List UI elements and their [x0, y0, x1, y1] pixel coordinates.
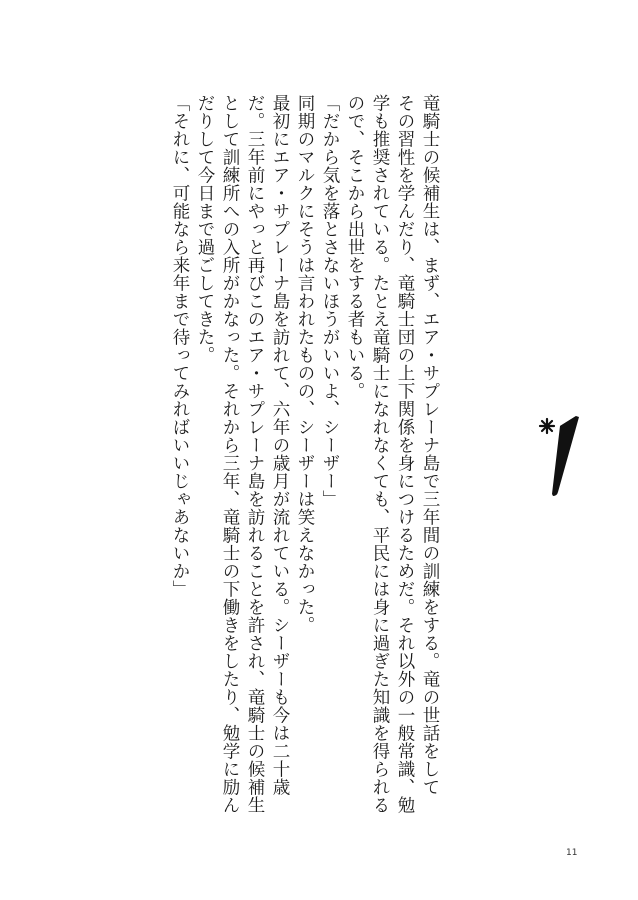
text-line: 最初にエア・サプレーナ島を訪れて、六年の歳月が流れている。シーザーも今は二十歳	[270, 94, 290, 796]
text-line: 「それに、可能なら来年まで待ってみればいいじゃあないか」	[170, 94, 190, 598]
body-text	[167, 94, 442, 814]
text-line: 「だから気を落とさないほうがいいよ、シーザー」	[320, 94, 340, 508]
text-line: だ。三年前にやっと再びこのエア・サプレーナ島を訪れることを許され、竜騎士の候補生	[245, 94, 265, 814]
text-line: だりして今日まで過ごしてきた。	[195, 94, 215, 364]
page-number: 11	[566, 848, 578, 858]
text-line: として訓練所への入所がかなった。それから三年、竜騎士の下働きをしたり、勉学に励ん	[220, 94, 240, 814]
text-line: 学も推奨されている。たとえ竜騎士になれなくても、平民には身に過ぎた知識を得られる	[370, 94, 390, 814]
text-line: ので、そこから出世をする者もいる。	[345, 94, 365, 400]
text-line: 同期のマルクにそうは言われたものの、シーザーは笑えなかった。	[295, 94, 315, 634]
text-line: 竜騎士の候補生は、まず、エア・サプレーナ島で三年間の訓練をする。竜の世話をして	[420, 94, 440, 796]
text-line: その習性を学んだり、竜騎士団の上下関係を身につけるためだ。それ以外の一般常識、勉	[395, 94, 415, 814]
chapter-number-glyph	[532, 412, 596, 502]
chapter-number	[532, 412, 596, 502]
